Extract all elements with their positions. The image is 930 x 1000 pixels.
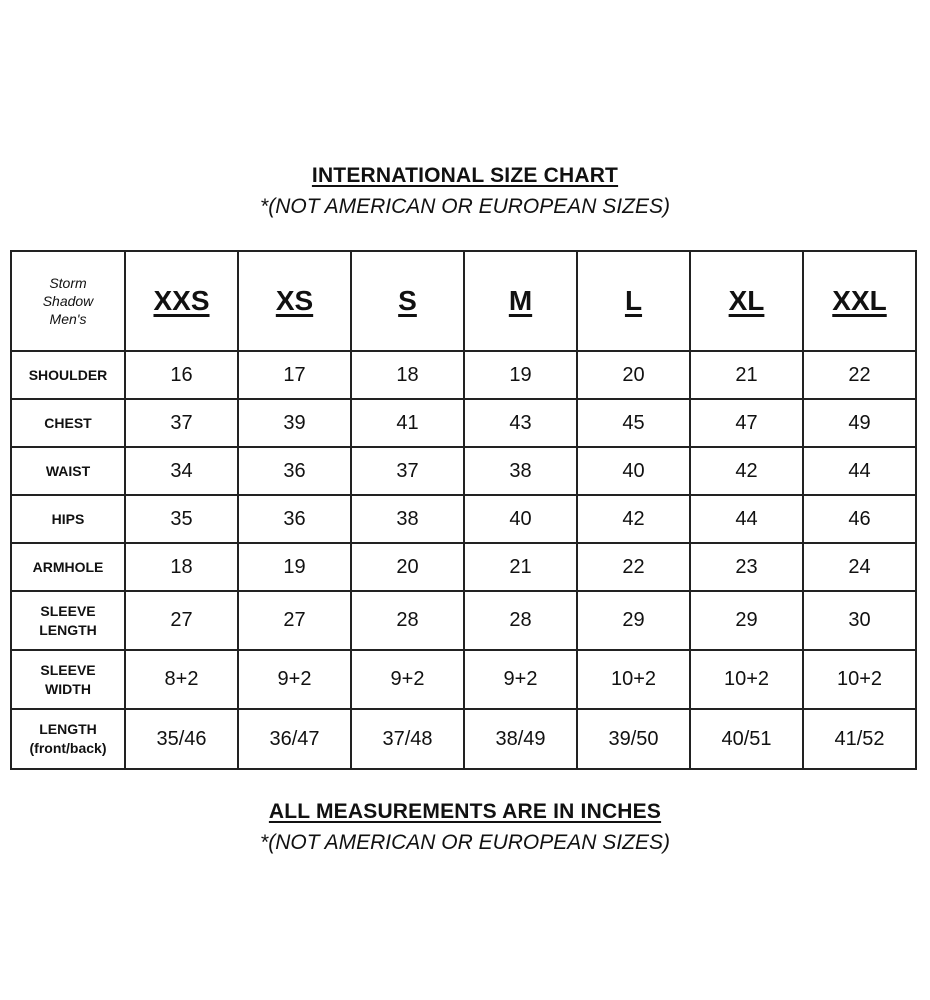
table-row <box>11 495 916 543</box>
row-label-line: WIDTH <box>45 680 91 697</box>
measurement-value: 34 <box>125 447 238 495</box>
measurement-value: 10+2 <box>803 650 916 709</box>
table-row <box>11 650 916 709</box>
row-label-line: LENGTH <box>39 721 97 737</box>
measurement-value: 17 <box>238 351 351 399</box>
table-row <box>11 351 916 399</box>
table-row <box>11 591 916 650</box>
measurement-value: 27 <box>125 591 238 650</box>
measurement-value: 28 <box>464 591 577 650</box>
measurement-value: 20 <box>351 543 464 591</box>
chart-title: INTERNATIONAL SIZE CHART <box>311 164 619 187</box>
row-label-line: CHEST <box>44 414 92 431</box>
measurement-value: 23 <box>690 543 803 591</box>
row-label <box>11 591 125 650</box>
table-row <box>11 399 916 447</box>
top-heading <box>0 162 930 222</box>
measurement-value: 22 <box>577 543 690 591</box>
measurement-value: 16 <box>125 351 238 399</box>
measurement-value: 10+2 <box>577 650 690 709</box>
row-label <box>11 447 125 495</box>
measurement-value: 42 <box>577 495 690 543</box>
row-label-line: WAIST <box>45 462 91 479</box>
measurement-value: 37 <box>351 447 464 495</box>
measurement-value: 35 <box>125 495 238 543</box>
measurement-value: 35/46 <box>125 709 238 769</box>
corner-label <box>11 251 125 351</box>
measurement-value: 20 <box>577 351 690 399</box>
row-label-line: SLEEVE <box>40 602 96 619</box>
row-label-line: SHOULDER <box>28 366 108 383</box>
measurement-value: 49 <box>803 399 916 447</box>
measurement-value: 27 <box>238 591 351 650</box>
measurement-value: 41 <box>351 399 464 447</box>
measurement-value: 8+2 <box>125 650 238 709</box>
measurement-value: 9+2 <box>238 650 351 709</box>
measurement-value: 38 <box>464 447 577 495</box>
size-header-xl: XL <box>690 251 803 351</box>
size-header-l: L <box>577 251 690 351</box>
measurement-value: 19 <box>464 351 577 399</box>
row-label <box>11 543 125 591</box>
row-label-line: LENGTH <box>39 621 97 638</box>
row-label-line: (front/back) <box>29 740 107 756</box>
measurement-value: 9+2 <box>351 650 464 709</box>
measurement-value: 36 <box>238 447 351 495</box>
measurement-value: 45 <box>577 399 690 447</box>
measurement-note: ALL MEASUREMENTS ARE IN INCHES <box>268 800 662 823</box>
measurement-value: 46 <box>803 495 916 543</box>
measurement-value: 42 <box>690 447 803 495</box>
row-label <box>11 351 125 399</box>
measurement-value: 19 <box>238 543 351 591</box>
measurement-value: 18 <box>125 543 238 591</box>
measurement-value: 28 <box>351 591 464 650</box>
measurement-value: 38/49 <box>464 709 577 769</box>
bottom-heading <box>0 798 930 858</box>
measurement-value: 24 <box>803 543 916 591</box>
row-label <box>11 650 125 709</box>
measurement-value: 36 <box>238 495 351 543</box>
size-header-xxs: XXS <box>125 251 238 351</box>
measurement-value: 38 <box>351 495 464 543</box>
measurement-value: 40 <box>577 447 690 495</box>
measurement-value: 18 <box>351 351 464 399</box>
row-label-line: HIPS <box>51 510 85 527</box>
measurement-value: 29 <box>577 591 690 650</box>
table-row <box>11 447 916 495</box>
measurement-value: 39 <box>238 399 351 447</box>
table-row <box>11 709 916 769</box>
corner-label-line: Storm <box>49 275 87 291</box>
measurement-value: 47 <box>690 399 803 447</box>
measurement-value: 36/47 <box>238 709 351 769</box>
measurement-value: 37 <box>125 399 238 447</box>
measurement-value: 40 <box>464 495 577 543</box>
corner-label-line: Men's <box>49 311 87 327</box>
measurement-value: 29 <box>690 591 803 650</box>
measurement-subnote: *(NOT AMERICAN OR EUROPEAN SIZES) <box>260 831 670 854</box>
size-header-xs: XS <box>238 251 351 351</box>
row-label <box>11 709 125 769</box>
measurement-value: 37/48 <box>351 709 464 769</box>
measurement-value: 9+2 <box>464 650 577 709</box>
row-label <box>11 399 125 447</box>
row-label <box>11 495 125 543</box>
size-header-m: M <box>464 251 577 351</box>
measurement-value: 44 <box>803 447 916 495</box>
measurement-value: 44 <box>690 495 803 543</box>
size-chart-table <box>10 250 917 770</box>
measurement-value: 41/52 <box>803 709 916 769</box>
measurement-value: 30 <box>803 591 916 650</box>
table-header-row <box>11 251 916 351</box>
row-label-line: SLEEVE <box>40 661 96 678</box>
size-header-xxl: XXL <box>803 251 916 351</box>
measurement-value: 21 <box>464 543 577 591</box>
measurement-value: 39/50 <box>577 709 690 769</box>
table-row <box>11 543 916 591</box>
size-header-s: S <box>351 251 464 351</box>
measurement-value: 40/51 <box>690 709 803 769</box>
measurement-value: 22 <box>803 351 916 399</box>
corner-label-line: Shadow <box>42 293 94 309</box>
row-label-line: ARMHOLE <box>32 558 104 575</box>
measurement-value: 10+2 <box>690 650 803 709</box>
chart-subtitle: *(NOT AMERICAN OR EUROPEAN SIZES) <box>260 195 670 218</box>
measurement-value: 21 <box>690 351 803 399</box>
measurement-value: 43 <box>464 399 577 447</box>
